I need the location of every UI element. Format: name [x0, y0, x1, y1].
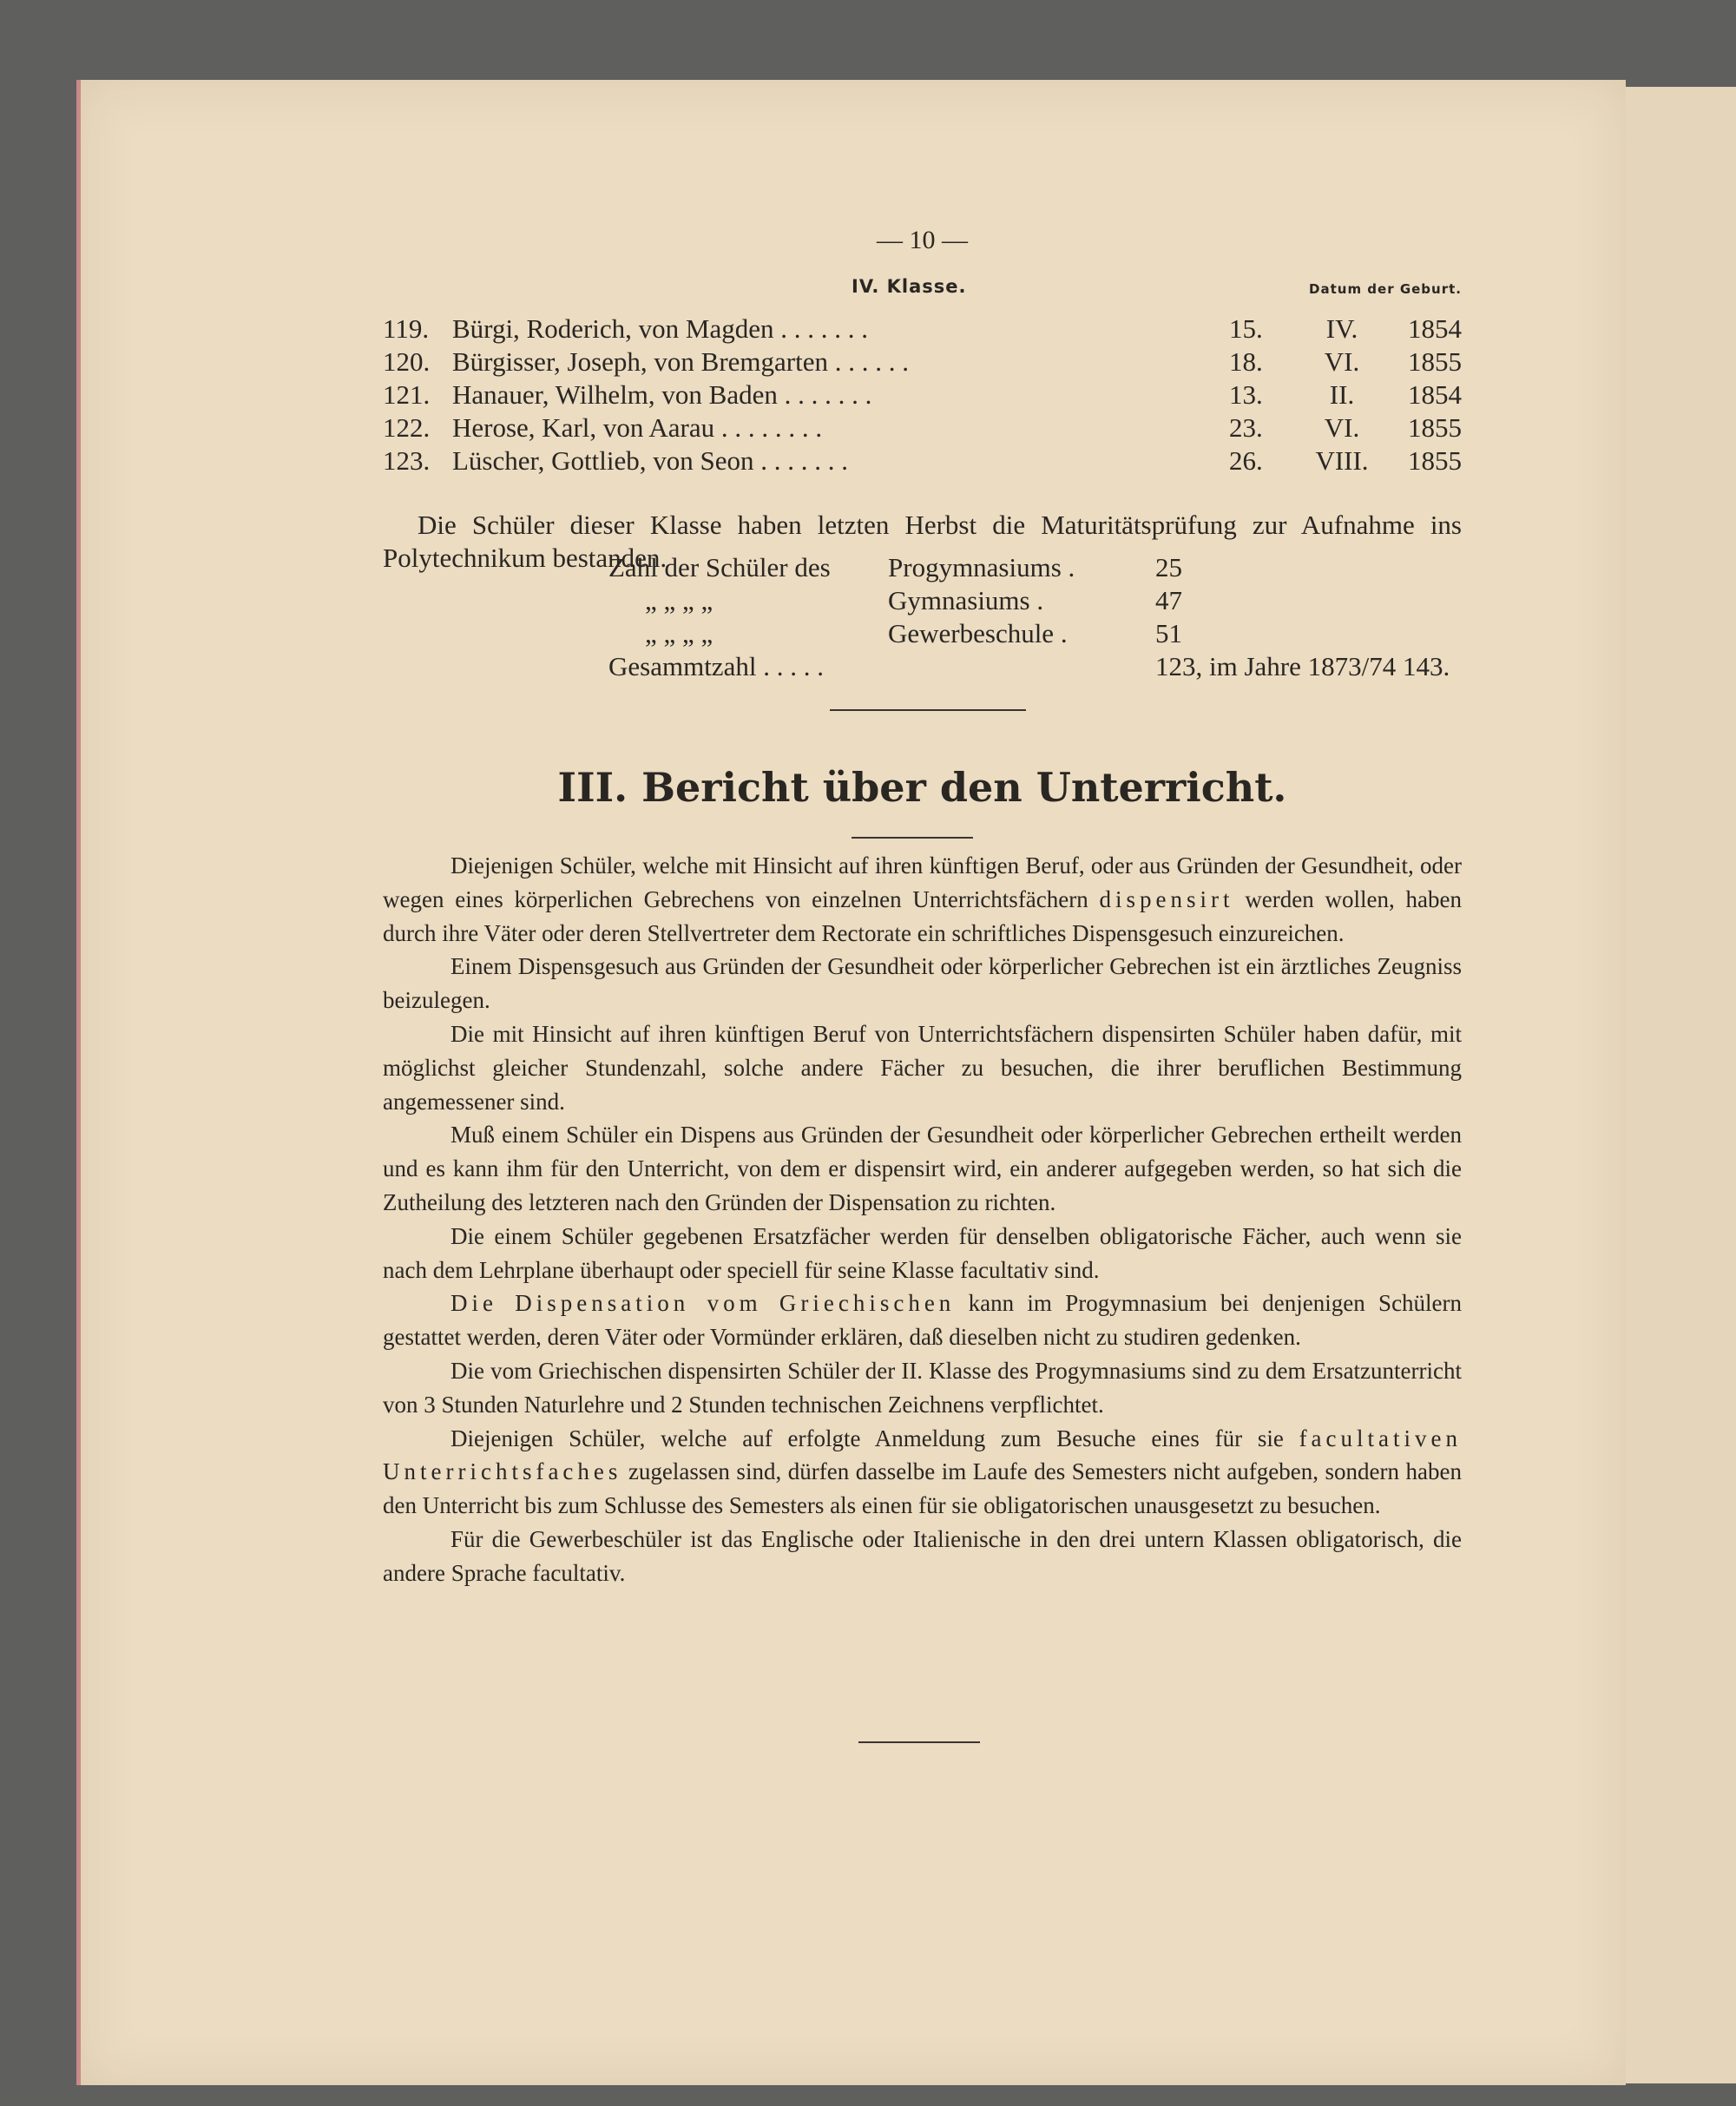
class-heading: IV. Klasse. — [852, 276, 967, 297]
end-rule — [858, 1741, 980, 1743]
student-row — [383, 346, 1462, 378]
total-value: 123, im Jahre 1873/74 143. — [1155, 651, 1450, 681]
paragraph: Die Dispensation vom Griechischen kann im Progymnasium bei denjenigen Schülern gestattet werden, deren Väter oder Vormünder erklären, daß dieselben nicht zu studiren gedenken. — [383, 1290, 1463, 1351]
paragraph: Einem Dispensgesuch aus Gründen der Gesundheit oder körperlicher Gebrechen ist ein ärztliches Zeugniss beizulegen. — [383, 953, 1462, 1014]
school-type: Progymnasiums . — [888, 552, 1075, 582]
student-number: 122. — [383, 412, 431, 443]
section-title: III. Bericht über den Unterricht. — [557, 764, 1287, 811]
birth-month: VI. — [1324, 346, 1360, 377]
totals-row — [383, 551, 1462, 584]
birth-month: IV. — [1325, 313, 1358, 344]
birth-year: 1855 — [1408, 412, 1462, 443]
title-underline — [852, 837, 973, 839]
class-note: Die Schüler dieser Klasse haben letzten Herbst die Maturitätsprüfung zur Aufnahme ins Polytechnikum bestanden. — [383, 510, 1462, 573]
student-list — [383, 313, 1462, 477]
ditto-marks: „ „ „ „ — [645, 585, 713, 615]
student-row — [383, 378, 1462, 411]
student-number: 123. — [383, 445, 431, 476]
student-number: 120. — [383, 346, 431, 377]
emphasis: facultativen Unterrichtsfaches — [383, 1425, 1462, 1485]
student-count: 51 — [1155, 618, 1182, 648]
birth-month: VIII. — [1315, 445, 1369, 476]
page-number: — 10 — — [877, 226, 968, 254]
body-text — [383, 849, 1462, 1590]
school-type: Gymnasiums . — [888, 585, 1044, 615]
ditto-marks: „ „ „ „ — [645, 618, 713, 648]
birth-month: II. — [1329, 379, 1355, 410]
birth-date-heading: Datum der Geburt. — [1309, 281, 1462, 297]
student-number: 121. — [383, 379, 431, 410]
student-row — [383, 444, 1462, 477]
birth-year: 1855 — [1408, 346, 1462, 377]
birth-year: 1854 — [1408, 379, 1462, 410]
student-name: Hanauer, Wilhelm, von Baden . . . . . . . — [452, 379, 872, 410]
paragraph: Die einem Schüler gegebenen Ersatzfächer werden für denselben obligatorische Fächer, auch wenn sie nach dem Lehrplane überhaupt oder speciell für seine Klasse facultativ sind. — [383, 1222, 1462, 1283]
student-row — [383, 411, 1462, 444]
emphasis: dispensirt — [1099, 885, 1234, 912]
total-row — [383, 650, 1462, 683]
class-header — [383, 276, 1462, 302]
birth-day: 18. — [1229, 346, 1263, 377]
birth-year: 1855 — [1408, 445, 1462, 476]
student-name: Bürgisser, Joseph, von Bremgarten . . . . . . — [452, 346, 909, 377]
emphasis: Die Dispensation vom Griechischen — [450, 1290, 956, 1317]
totals-table — [383, 551, 1462, 683]
totals-row — [383, 617, 1462, 650]
paragraph: Diejenigen Schüler, welche auf erfolgte Anmeldung zum Besuche eines für sie facultativen Unterrichtsfaches zugelassen sind, dürfen dasselbe im Laufe des Semesters nicht aufgeben, sondern haben den Unterricht bis zum Schlusse des Semesters als einen für sie obligatorischen unausgesetzt zu besuchen. — [383, 1425, 1462, 1519]
birth-day: 15. — [1229, 313, 1263, 344]
student-name: Herose, Karl, von Aarau . . . . . . . . — [452, 412, 823, 443]
birth-year: 1854 — [1408, 313, 1462, 344]
student-count: 47 — [1155, 585, 1182, 615]
paragraph: Diejenigen Schüler, welche mit Hinsicht auf ihren künftigen Beruf, oder aus Gründen der Gesundheit, oder wegen eines körperlichen Gebrechens von einzelnen Unterrichtsfächern dispensirt werden wollen, haben durch ihre Väter oder deren Stellvertreter dem Rectorate ein schriftliches Dispensgesuch einzureichen. — [383, 852, 1463, 946]
student-row — [383, 313, 1462, 346]
facing-page-edge — [1621, 87, 1736, 2083]
paragraph: Muß einem Schüler ein Dispens aus Gründen der Gesundheit oder körperlicher Gebrechen ertheilt werden und es kann ihm für den Unterricht, von dem er dispensirt wird, ein anderer aufgegeben werden, so hat sich die Zutheilung des letzteren nach den Gründen der Dispensation zu richten. — [383, 1122, 1462, 1215]
totals-label: Zahl der Schüler des — [608, 552, 831, 582]
birth-day: 13. — [1229, 379, 1263, 410]
totals-row — [383, 584, 1462, 617]
student-name: Bürgi, Roderich, von Magden . . . . . . . — [452, 313, 869, 344]
divider-rule — [830, 709, 1026, 711]
paragraph: Für die Gewerbeschüler ist das Englische oder Italienische in den drei untern Klassen obligatorisch, die andere Sprache facultativ. — [383, 1525, 1462, 1586]
birth-day: 23. — [1229, 412, 1263, 443]
student-name: Lüscher, Gottlieb, von Seon . . . . . . . — [452, 445, 848, 476]
student-count: 25 — [1155, 552, 1182, 582]
birth-day: 26. — [1229, 445, 1263, 476]
school-type: Gewerbeschule . — [888, 618, 1068, 648]
student-number: 119. — [383, 313, 430, 344]
total-label: Gesammtzahl . . . . . — [608, 651, 824, 681]
paragraph: Die vom Griechischen dispensirten Schüler der II. Klasse des Progymnasiums sind zu dem Ersatzunterricht von 3 Stunden Naturlehre und 2 Stunden technischen Zeichnens verpflichtet. — [383, 1357, 1462, 1418]
paragraph: Die mit Hinsicht auf ihren künftigen Beruf von Unterrichtsfächern dispensirten Schüler haben dafür, mit möglichst gleicher Stundenzahl, solche andere Fächer zu besuchen, die ihrer beruflichen Bestimmung angemessener sind. — [383, 1020, 1462, 1115]
birth-month: VI. — [1324, 412, 1360, 443]
